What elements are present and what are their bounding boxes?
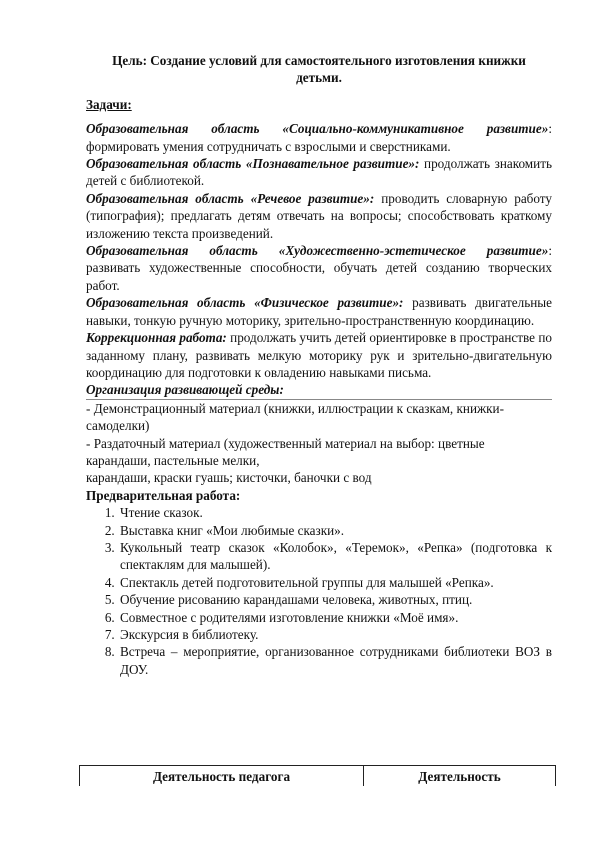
table-header-row	[80, 766, 556, 787]
prep-item: 8. Встреча – мероприятие, организованное сотрудниками библиотеки ВОЗ в ДОУ.	[118, 643, 552, 678]
task-text: формировать умения сотрудничать с взрослыми и сверстниками.	[86, 138, 451, 154]
task-area: Образовательная область «Художественно-эстетическое развитие»	[86, 243, 549, 259]
task-area: Коррекционная работа:	[86, 330, 227, 346]
prep-item: 7. Экскурсия в библиотеку.	[118, 626, 552, 643]
environment-line: - Демонстрационный материал (книжки, иллюстрации к сказкам, книжки-самоделки)	[86, 400, 505, 434]
prep-list	[86, 504, 552, 678]
task-area: Образовательная область «Речевое развитие»:	[86, 190, 375, 206]
task-text: продолжать знакомить детей с библиотекой.	[86, 156, 552, 189]
task-text: развивать художественные способности, обучать детей созданию творческих работ.	[86, 260, 552, 293]
environment-line: карандаши, краски гуашь; кисточки, баночки с вод	[86, 470, 372, 486]
prep-heading: Предварительная работа:	[86, 487, 241, 503]
table-header-teacher: Деятельность педагога	[80, 766, 364, 787]
prep-item: 4. Спектакль детей подготовительной группы для малышей «Репка».	[118, 574, 552, 591]
task-speech	[86, 190, 552, 242]
goal-title: Цель: Создание условий для самостоятельного изготовления книжки детьми.	[112, 53, 526, 86]
tasks-heading: Задачи:	[86, 96, 132, 112]
task-physical	[86, 294, 552, 329]
prep-item: 6. Совместное с родителями изготовление книжки «Моё имя».	[118, 609, 552, 626]
task-text: развивать двигательные навыки, тонкую ручную моторику, зрительно-пространственную координацию.	[86, 295, 552, 328]
environment-heading: Организация развивающей среды:	[86, 381, 552, 399]
task-cognitive	[86, 155, 552, 190]
task-artistic: Образовательная область «Художественно-эстетическое развитие»: развивать художественные способности, обучать детей созданию творческих работ.	[86, 243, 552, 293]
task-area: Образовательная область «Физическое развитие»:	[86, 295, 404, 311]
prep-item: 1. Чтение сказок.	[118, 504, 552, 521]
task-correction	[86, 329, 552, 381]
activity-table	[79, 765, 556, 786]
environment-line: - Раздаточный материал (художественный материал на выбор: цветные карандаши, пастельные мелки,	[86, 435, 485, 468]
task-area: Образовательная область «Познавательное развитие»:	[86, 156, 420, 172]
prep-item: 2. Выставка книг «Мои любимые сказки».	[118, 522, 552, 539]
task-area: Образовательная область «Социально-коммуникативное развитие»	[86, 121, 549, 137]
document-body	[86, 52, 552, 678]
task-text: продолжать учить детей ориентировке в пространстве по заданному плану, развивать мелкую моторику рук и зрительно-двигательную координацию для подготовки к овладению навыками письма.	[86, 330, 553, 380]
table-header-activity: Деятельность	[364, 766, 556, 787]
task-social: Образовательная область «Социально-коммуникативное развитие»: формировать умения сотрудничать с взрослыми и сверстниками.	[86, 121, 552, 154]
prep-item: 3. Кукольный театр сказок «Колобок», «Теремок», «Репка» (подготовка к спектаклям для малышей).	[118, 539, 552, 574]
prep-item: 5. Обучение рисованию карандашами человека, животных, птиц.	[118, 591, 552, 608]
task-text: проводить словарную работу (типография); предлагать детям отвечать на вопросы; способствовать краткому изложению текста произведений.	[86, 190, 552, 241]
